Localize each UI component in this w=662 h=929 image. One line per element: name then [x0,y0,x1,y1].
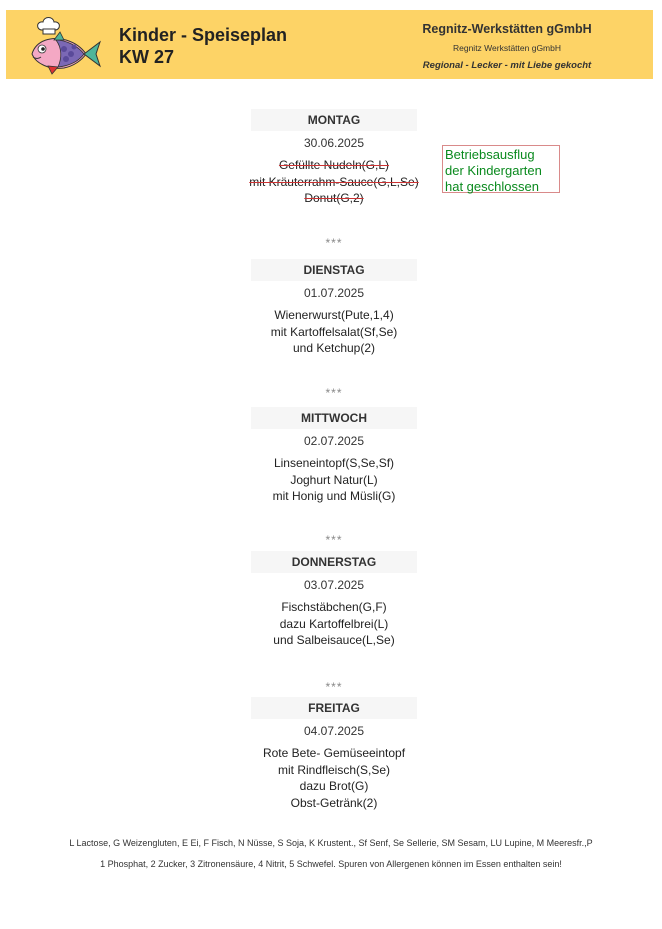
day-date: 01.07.2025 [303,286,365,300]
meal-text [222,599,446,649]
day-wednesday [222,407,446,505]
meal-line: dazu Brot(G) [299,779,369,793]
meal-line: Joghurt Natur(L) [290,472,378,487]
allergen-legend: L Lactose, G Weizengluten, E Ei, F Fisch, N Nüsse, S Soja, K Krustent., Sf Senf, Se Sellerie, SM Sesam, LU Lupine, M Meeresfr.,P [69,838,593,848]
title-block [119,24,287,68]
meal-line: dazu Kartoffelbrei(L) [279,616,389,631]
closure-note [442,145,560,193]
meal-line: mit Rindfleisch(S,Se) [277,762,391,777]
day-name: DIENSTAG [251,259,417,281]
slogan: Regional - Lecker - mit Liebe gekocht [422,60,592,71]
meal-line: Rote Bete- Gemüseeintopf [262,746,406,760]
meal-line: und Ketchup(2) [292,341,376,355]
additive-legend: 1 Phosphat, 2 Zucker, 3 Zitronensäure, 4 Nitrit, 5 Schwefel. Spuren von Allergenen können im Essen enthalten sein! [100,859,562,869]
separator: *** [325,533,343,547]
note-line: der Kindergarten [445,163,542,178]
meal-text [222,745,446,811]
meal-text [222,455,446,505]
day-date: 03.07.2025 [303,578,365,592]
meal-line: Fischstäbchen(G,F) [281,600,387,614]
page-title: Kinder - Speiseplan [119,25,288,45]
separator: *** [325,386,343,400]
day-thursday [222,551,446,649]
day-monday [222,109,446,207]
meal-line: mit Kräuterrahm-Sauce(G,L,Se) [249,174,419,189]
day-name: MITTWOCH [251,407,417,429]
day-date: 04.07.2025 [303,724,365,738]
day-name: DONNERSTAG [251,551,417,573]
day-date: 02.07.2025 [303,434,365,448]
meal-line: mit Kartoffelsalat(Sf,Se) [270,324,398,339]
chef-fish-icon [26,16,104,76]
meal-text [222,307,446,357]
meal-line: und Salbeisauce(L,Se) [273,633,395,647]
meal-line: Gefüllte Nudeln(G,L) [278,158,390,172]
day-name: FREITAG [251,697,417,719]
day-tuesday [222,259,446,357]
meal-line: Linseneintopf(S,Se,Sf) [273,456,395,470]
separator: *** [325,680,343,694]
meal-line: Obst-Getränk(2) [290,795,378,810]
company-block [387,21,627,73]
day-name: MONTAG [251,109,417,131]
day-date: 30.06.2025 [303,136,365,150]
header-banner [6,10,653,79]
day-friday [222,697,446,811]
separator: *** [325,236,343,250]
company-subtitle: Regnitz Werkstätten gGmbH [452,43,562,53]
note-line: Betriebsausflug [445,147,535,162]
company-name: Regnitz-Werkstätten gGmbH [422,22,592,36]
meal-line: mit Honig und Müsli(G) [272,489,396,503]
note-line: hat geschlossen [445,179,539,194]
meal-text [222,157,446,207]
week-label: KW 27 [119,47,175,67]
meal-line: Wienerwurst(Pute,1,4) [274,308,394,322]
meal-line: Donut(G,2) [304,191,364,205]
